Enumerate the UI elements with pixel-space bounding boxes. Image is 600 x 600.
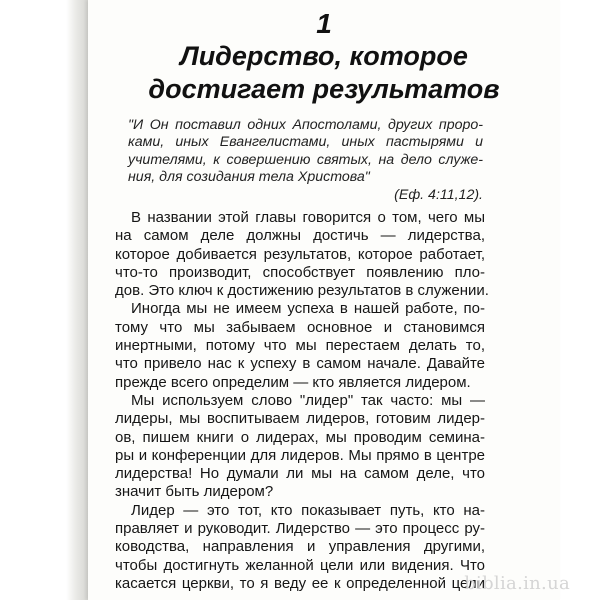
text-line: Лидер — это тот, кто показывает путь, кто на- [131, 501, 485, 519]
text-line: В названии этой главы говорится о том, чего мы [131, 209, 485, 226]
watermark: biblia.in.ua [464, 573, 570, 594]
chapter-title-line-1: Лидерство, которое [180, 41, 468, 71]
epigraph-line: ками, иных Евангелистами, иных пастырями и [128, 134, 483, 151]
epigraph-line: "И Он поставил одних Апостолами, других проро- [128, 117, 483, 133]
text-line: лидерства! Но думали ли мы на самом деле, что [115, 465, 485, 483]
text-line: что привело нас к успеху в самом начале. Давайте [115, 355, 485, 373]
chapter-number: 1 [316, 8, 332, 39]
epigraph-reference: (Еф. 4:11,12). [394, 186, 483, 203]
text-line: касается церкви, то я веду ее к определенной цели [115, 574, 485, 592]
paragraph-2 [115, 300, 485, 391]
text-line: значит быть лидером? [115, 483, 274, 501]
text-line: инертными, потому что мы перестаем делать то, [115, 337, 485, 355]
paragraph-1 [115, 209, 489, 300]
text-line: тому что мы забываем основное и становимся [115, 318, 485, 336]
epigraph-quote [128, 117, 483, 204]
text-line: дов. Это ключ к достижению результатов в служении. [115, 282, 489, 300]
paragraph-3 [115, 392, 485, 502]
text-line: правляет и руководит. Лидерство — это процесс ру- [115, 520, 485, 538]
chapter-title [88, 40, 560, 106]
chapter-title-line-2: достигает результатов [148, 74, 500, 104]
epigraph-line: учителями, к совершению святых, на дело служе- [128, 151, 483, 168]
chapter-body [115, 209, 489, 593]
text-line: которое добивается результатов, которое работает, [115, 245, 485, 263]
text-line: ов, пишем книги о лидерах, мы проводим семина- [115, 428, 485, 446]
paragraph-4 [115, 502, 485, 593]
text-line: лидеры, мы воспитываем лидеров, готовим лидер- [115, 410, 485, 428]
text-line: что-то производит, способствует появлению пло- [115, 263, 485, 281]
text-line: ководства, направления и управления другими, [115, 538, 485, 556]
text-line: ры и конференции для лидеров. Мы прямо в центре [115, 446, 485, 464]
epigraph-line: ния, для созидания тела Христова" [128, 169, 370, 186]
text-line: чтобы достигнуть желанной цели или видения. Что [115, 556, 485, 574]
text-line: Мы используем слово "лидер" так часто: мы — [131, 391, 485, 409]
text-line: на самом деле должны достичь — лидерства, [115, 227, 485, 245]
text-line: Иногда мы не имеем успеха в нашей работе, по- [131, 300, 485, 318]
text-line: прежде всего определим — кто является лидером. [115, 373, 471, 391]
